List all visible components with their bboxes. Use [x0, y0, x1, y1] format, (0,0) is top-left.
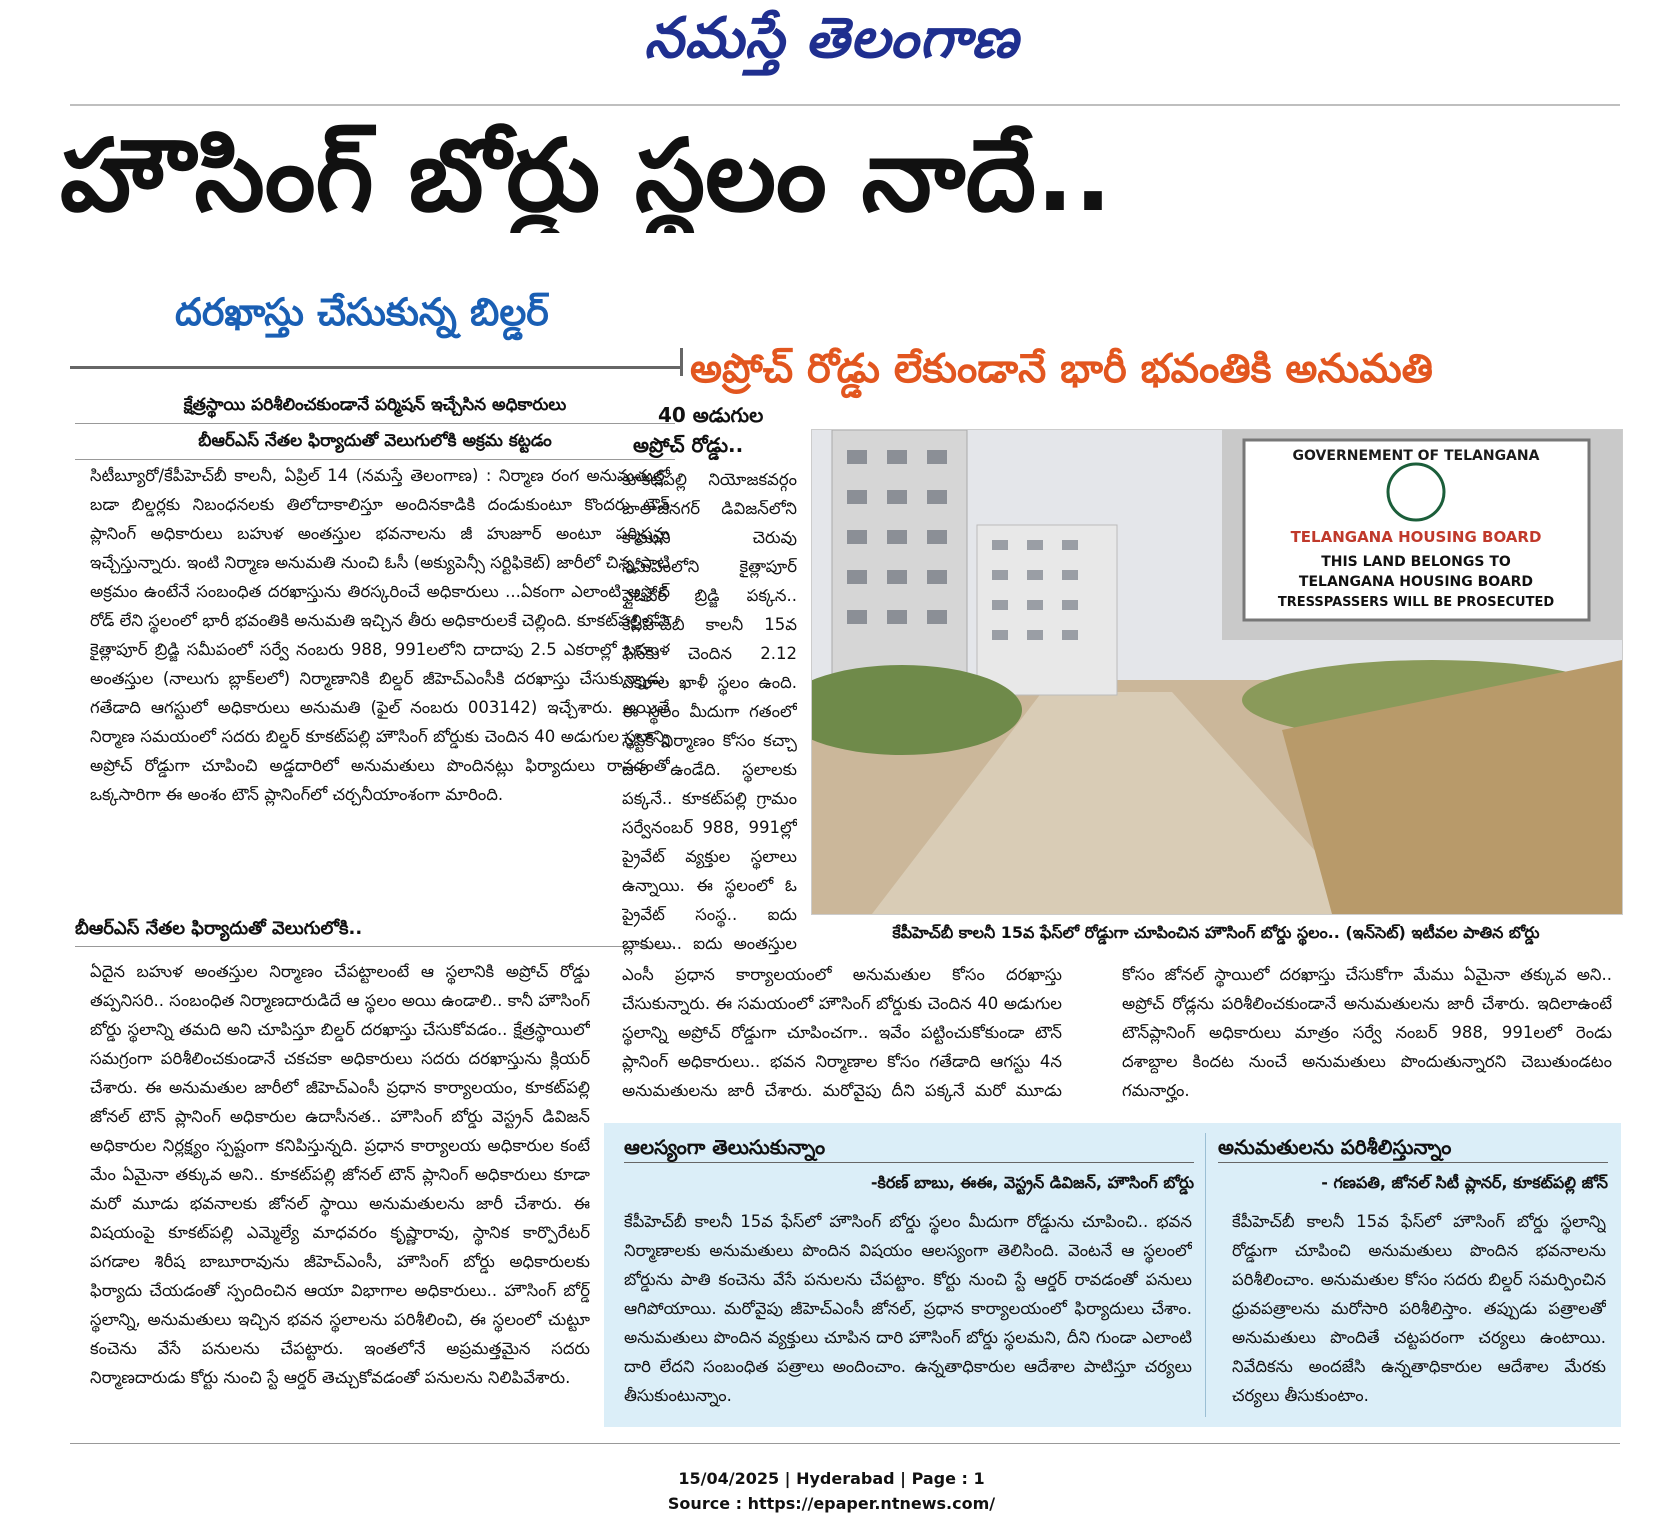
section-heading: బీఆర్ఎస్ నేతల ఫిర్యాదుతో వెలుగులోకి..: [75, 918, 363, 939]
section-rule: [75, 946, 675, 947]
quote-left-text: కేపీహెచ్‌బీ కాలనీ 15వ ఫేస్‌లో హౌసింగ్ బోర్డు స్థలం మీదుగా రోడ్డును చూపించి.. భవన నిర్మాణాలకు అనుమతులు పొందిన విషయం ఆలస్యంగా తెలిసింది. వెంటనే ఆ స్థలంలో బోర్డును పాతి కంచెను వేసే పనులను చేపట్టాం. కోర్టు నుంచి స్టే ఆర్డర్ రావడంతో పనులు ఆగిపోయాయి. మరోవైపు జీహెచ్‌ఎంసీ జోనల్, ప్రధాన కార్యాలయంలో ఫిర్యాదులు చేశాం. అనుమతులు పొందిన వ్యక్తులు చూపిన దారి హౌసింగ్ బోర్డు స్థలమని, దీని గుండా ఎలాంటి దారి లేదని సంబంధిత పత్రాలు అందించాం. ఉన్నతాధికారుల ఆదేశాల పాటిస్తూ చర్యలు తీసుకుంటున్నాం.: [624, 1212, 1192, 1405]
sign-text-1: GOVERNEMENT OF TELANGANA: [1292, 448, 1540, 464]
headline: హౌసింగ్ బోర్డు స్థలం నాదే..: [60, 118, 1113, 233]
kicker: దరఖాస్తు చేసుకున్న బిల్డర్: [175, 290, 549, 334]
deck-2: బీఆర్ఎస్ నేతల ఫిర్యాదుతో వెలుగులోకి అక్రమ కట్టడం: [75, 431, 675, 460]
subhead: అప్రోచ్ రోడ్డు లేకుండానే భారీ భవంతికి అనుమతి: [690, 346, 1433, 392]
column3-continued: కోసం జోనల్ స్థాయిలో దరఖాస్తు చేసుకోగా మేము ఏమైనా తక్కువ అని.. అప్రోచ్ రోడ్లను పరిశీలించకుండానే అనుమతులను జారీ చేశారు. ఇదిలాఉంటే టౌన్‌ప్లానింగ్ అధికారులు మాత్రం సర్వే నంబర్ 988, 991లలో రెండు దశాబ్దాల కిందట నుంచే అనుమతులు పొందుతున్నారని చెబుతుండటం గమనార్హం.: [1122, 965, 1612, 1100]
column2-continued: ఎంసీ ప్రధాన కార్యాలయంలో అనుమతుల కోసం దరఖాస్తు చేసుకున్నారు. ఈ సమయంలో హౌసింగ్ బోర్డుకు చెందిన 40 అడుగుల స్థలాన్ని అప్రోచ్ రోడ్డుగా చూపించగా.. ఇవేం పట్టించుకోకుండా టౌన్ ప్లానింగ్ అధికారులు.. భవన నిర్మాణాల కోసం గతేడాది ఆగస్టు 4న అనుమతులను జారీ చేశారు. మరోవైపు దీని పక్కనే మరో మూడు: [622, 965, 1062, 1100]
deck-1: క్షేత్రస్థాయి పరిశీలించకుండానే పర్మిషన్ ఇచ్చేసిన అధికారులు: [75, 395, 675, 424]
masthead-rule: [70, 104, 1620, 106]
column2-article: కూకట్‌పల్లి నియోజకవర్గం బాలాజీనగర్ డివిజన్‌లోని కాముని చెరువు సమీపంలోని కైత్లాపూర్ ఫ్లైఓవర్ బ్రిడ్జి పక్కన.. కేపీహెచ్‌బీ కాలనీ 15వ ఫేస్‌కు చెందిన 2.12 ఎకరాల ఖాళీ స్థలం ఉంది. ఈ స్థలం మీదుగా గతంలో సెప్టిక్ నిర్మాణం కోసం కచ్చా దారి ఉండేది. స్థలాలకు పక్కనే.. కూకట్‌పల్లి గ్రామం సర్వేనంబర్ 988, 991ల్లో ప్రైవేట్ వ్యక్తుల స్థలాలు ఉన్నాయి. ఈ స్థలంలో ఓ ప్రైవేట్ సంస్థ.. ఐదు బ్లాకులు.. ఐదు అంతస్తుల: [622, 470, 797, 953]
quote-right-text: కేపీహెచ్‌బీ కాలనీ 15వ ఫేస్‌లో హౌసింగ్ బోర్డు స్థలాన్ని రోడ్డుగా చూపించి అనుమతులు పొందిన భవనాలను పరిశీలించాం. అనుమతుల కోసం సదరు బిల్డర్ సమర్పించిన ధ్రువపత్రాలను మరోసారి పరిశీలిస్తాం. తప్పుడు పత్రాలతో అనుమతులు పొందితే చట్టపరంగా చర్యలు ఉంటాయి. నివేదికను అందజేసి ఉన్నతాధికారుల ఆదేశాల మేరకు చర్యలు తీసుకుంటాం.: [1232, 1212, 1606, 1405]
footer-rule: [70, 1443, 1620, 1444]
column2-heading-2: అప్రోచ్ రోడ్డు..: [633, 433, 744, 457]
section-article: ఏదైన బహుళ అంతస్తుల నిర్మాణం చేపట్టాలంటే ఆ స్థలానికి అప్రోచ్ రోడ్డు తప్పనిసరి.. సంబంధిత నిర్మాణదారుడిదే ఆ స్థలం అయి ఉండాలి.. కానీ హౌసింగ్ బోర్డు స్థలాన్ని తమది అని చూపిస్తూ బిల్డర్ దరఖాస్తు చేసుకోవడం.. క్షేత్రస్థాయిలో సమగ్రంగా పరిశీలించకుండానే చకచకా అధికారులు సదరు దరఖాస్తును క్లియర్ చేశారు. ఈ అనుమతుల జారీలో జీహెచ్‌ఎంసీ ప్రధాన కార్యాలయం, కూకట్‌పల్లి జోనల్ టౌన్ ప్లానింగ్ అధికారుల ఉదాసీనత.. హౌసింగ్ బోర్డు వెస్ట్రన్ డివిజన్ అధికారుల నిర్లక్ష్యం స్పష్టంగా కనిపిస్తున్నది. ప్రధాన కార్యాలయ అధికారుల కంటే మేం ఏమైనా తక్కువ అని.. కూకట్‌పల్లి జోనల్ టౌన్ ప్లానింగ్ అధికారులు కూడా మరో మూడు భవనాలకు జోనల్ స్థాయి అనుమతులను జారీ చేశారు. ఈ విషయంపై కూకట్‌పల్లి ఎమ్మెల్యే మాధవరం కృష్ణారావు, స్థానిక కార్పొరేటర్ పగడాల శిరీష బాబూరావును జీహెచ్‌ఎంసీ, హౌసింగ్ బోర్డు అధికారులకు ఫిర్యాదు చేయడంతో స్పందించిన ఆయా విభాగాల అధికారులు.. హౌసింగ్ బోర్డ్ స్థలాన్ని, అనుమతులు ఇచ్చిన భవన స్థలాలను పరిశీలించి, ఈ స్థలంలో చుట్టూ కంచెను వేసే పనులను చేపట్టారు. ఇంతలోనే అప్రమత్తమైన సదరు నిర్మాణదారుడు కోర్టు నుంచి స్టే ఆర్డర్ తెచ్చుకోవడంతో పనులను నిలిపివేశారు.: [90, 962, 590, 1387]
quote-left-title: ఆలస్యంగా తెలుసుకున్నాం: [624, 1135, 826, 1159]
subhead-divider: [680, 348, 683, 376]
news-photo: [811, 429, 1623, 915]
main-article: సిటీబ్యూరో/కేపీహెచ్‌బీ కాలనీ, ఏప్రిల్ 14 (నమస్తే తెలంగాణ) : నిర్మాణ రంగ అనుమతుల్లో బడా బిల్డర్లకు నిబంధనలకు తిలోదాకాలిస్తూ అందినకాడికి దండుకుంటూ కొందరు టౌన్ ప్లానింగ్ అధికారులు బహుళ అంతస్తుల భవనాలను జీ హుజూర్ అంటూ పర్మిషన్లు ఇచ్చేస్తున్నారు. ఇంటి నిర్మాణ అనుమతి నుంచి ఓసీ (అక్యుపెన్సీ సర్టిఫికెట్) జారీలో చిన్న పాటి అక్రమం ఉంటేనే సంబంధిత దరఖాస్తును తిరస్కరించే అధికారులు ...ఏకంగా ఎలాంటి అప్రోచ్ రోడ్ లేని స్థలంలో భారీ భవంతికి అనుమతి ఇచ్చిన తీరు అధికారులకే చెల్లింది. కూకట్‌పల్లిలోని కైత్లాపూర్ బ్రిడ్జి సమీపంలో సర్వే నంబరు 988, 991లలోని దాదాపు 2.5 ఎకరాల్లో బహుళ అంతస్తుల (నాలుగు బ్లాక్‌లలో) నిర్మాణానికి బిల్డర్ జీహెచ్‌ఎంసీకి దరఖాస్తు చేసుకున్నాడు. గతేడాది ఆగస్టులో అధికారులు అనుమతి (ఫైల్ నంబరు 003142) ఇచ్చేశారు. అయితే నిర్మాణ సమయంలో సదరు బిల్డర్ కూకట్‌పల్లి హౌసింగ్ బోర్డుకు చెందిన 40 అడుగుల స్థలాన్ని అప్రోచ్ రోడ్డుగా చూపించి అడ్డదారిలో అనుమతులు పొందినట్లు ఫిర్యాదులు రావడంతో ఒక్కసారిగా ఈ అంశం టౌన్ ప్లానింగ్‌లో చర్చనీయాంశంగా మారింది.: [90, 466, 670, 804]
column2-heading-1: 40 అడుగుల: [658, 403, 764, 427]
sign-text-5: TRESSPASSERS WILL BE PROSECUTED: [1277, 595, 1555, 610]
sign-text-2: TELANGANA HOUSING BOARD: [1290, 528, 1542, 546]
sign-text-3: THIS LAND BELONGS TO: [1321, 554, 1511, 570]
footer-date-line: 15/04/2025 | Hyderabad | Page : 1: [678, 1469, 985, 1488]
footer-source-line: Source : https://epaper.ntnews.com/: [667, 1494, 996, 1513]
photo-illustration: [812, 430, 1622, 914]
masthead: నమస్తే తెలంగాణ: [644, 6, 1019, 71]
quote-right-underline: [1218, 1162, 1608, 1163]
sign-text-4: TELANGANA HOUSING BOARD: [1298, 574, 1534, 590]
quote-right-attribution: - గణపతి, జోనల్ సిటీ ప్లానర్, కూకట్‌పల్లి జోన్: [1321, 1173, 1608, 1192]
quote-right-title: అనుమతులను పరిశీలిస్తున్నాం: [1218, 1135, 1452, 1159]
quote-left-underline: [624, 1162, 1194, 1163]
kicker-rule: [70, 366, 680, 369]
quote-box-divider: [1205, 1133, 1206, 1417]
photo-caption: కేపీహెచ్‌బీ కాలనీ 15వ ఫేస్‌లో రోడ్డుగా చూపించిన హౌసింగ్ బోర్డు స్థలం.. (ఇన్‌సెట్) ఇటీవల పాతిన బోర్డు: [892, 923, 1540, 942]
quote-left-attribution: -కిరణ్ బాబు, ఈఈ, వెస్ట్రన్ డివిజన్, హౌసింగ్ బోర్డు: [870, 1173, 1194, 1192]
